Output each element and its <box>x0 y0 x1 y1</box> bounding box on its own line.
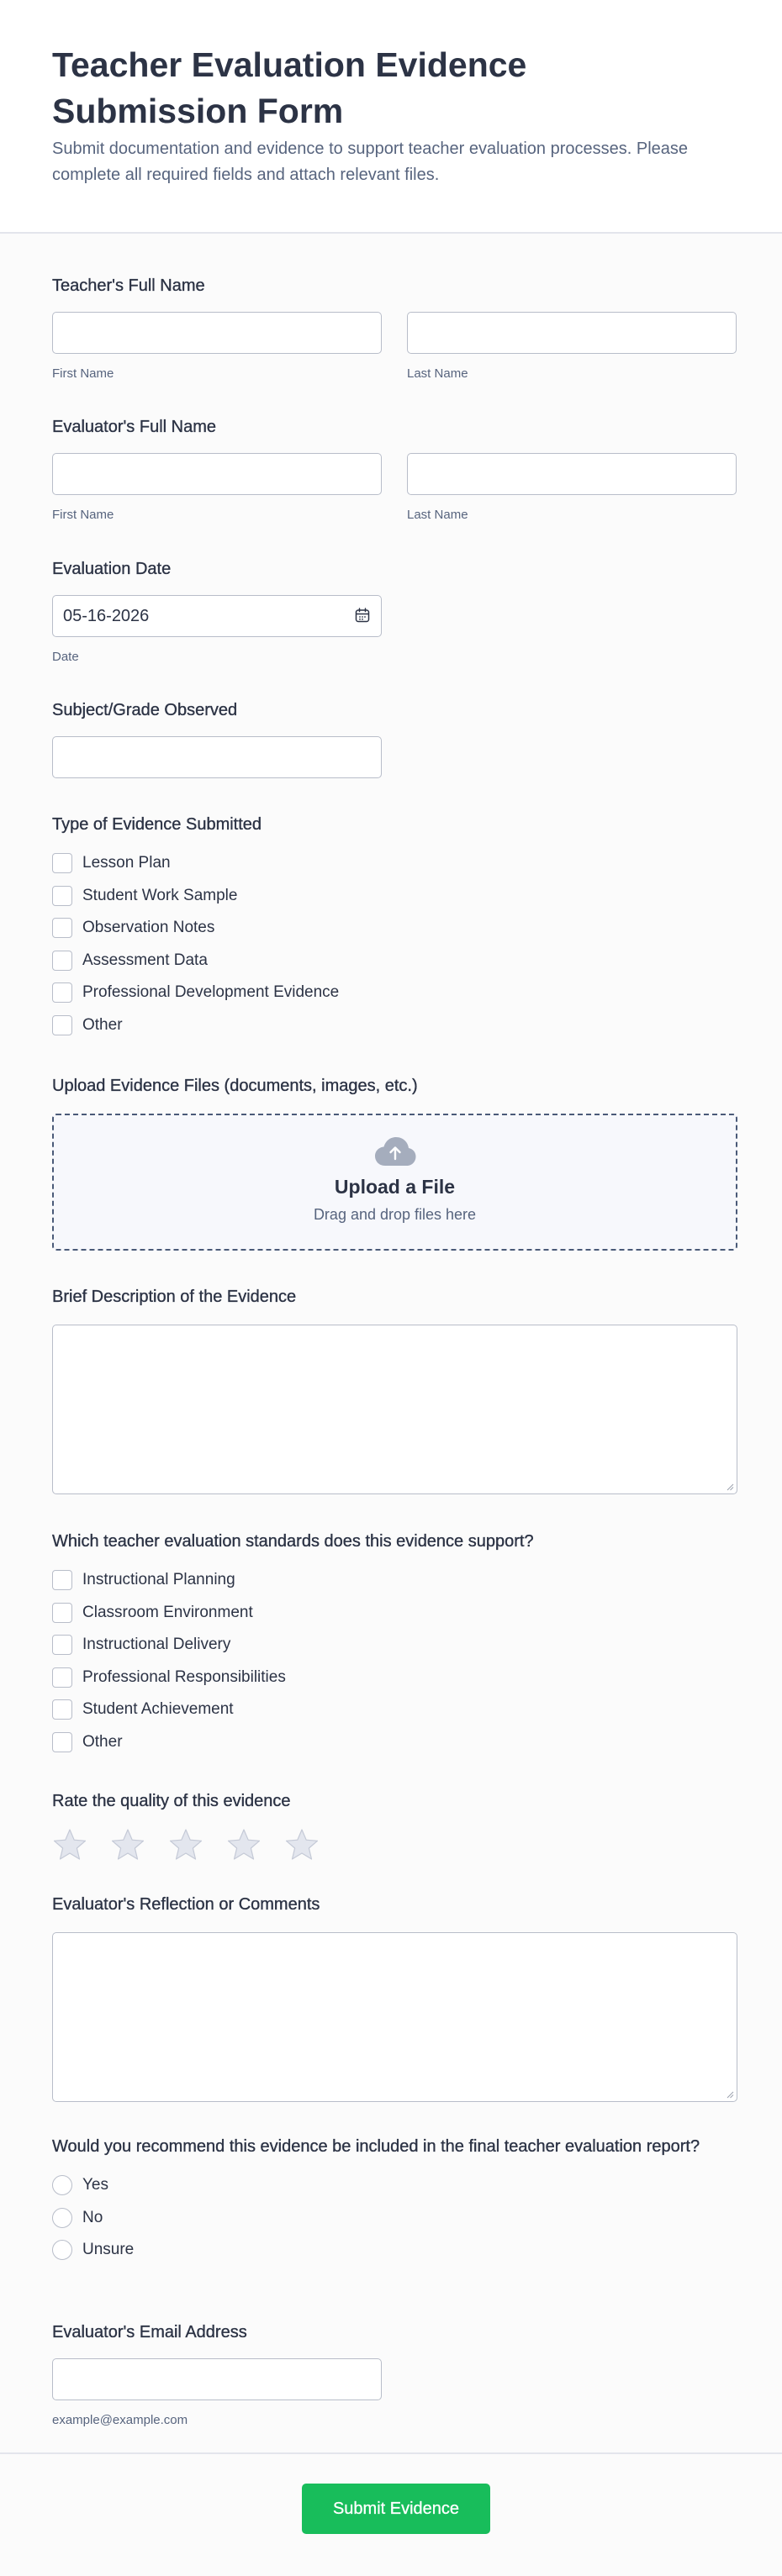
description-field <box>52 1286 737 1494</box>
checkbox[interactable] <box>52 1570 72 1590</box>
recommend-option-unsure[interactable] <box>52 2239 737 2261</box>
option-label: Lesson Plan <box>82 854 171 872</box>
standard-option-classroom-environment[interactable] <box>52 1602 737 1624</box>
option-label: Assessment Data <box>82 951 208 969</box>
evaluator-last-name-input[interactable] <box>407 453 737 495</box>
checkbox[interactable] <box>52 1699 72 1720</box>
evaluation-date-input[interactable]: 05-16-2026 <box>52 595 382 637</box>
evaluation-date-field <box>52 558 737 664</box>
resize-handle-icon[interactable] <box>726 1483 734 1491</box>
cloud-upload-icon <box>373 1135 417 1169</box>
star-icon[interactable] <box>168 1828 203 1862</box>
checkbox[interactable] <box>52 1015 72 1035</box>
standard-option-instructional-planning[interactable] <box>52 1569 737 1591</box>
form-title: Teacher Evaluation Evidence Submission Form <box>52 45 527 130</box>
radio-button[interactable] <box>52 2208 72 2228</box>
checkbox[interactable] <box>52 1635 72 1655</box>
upload-subtitle: Drag and drop files here <box>313 1206 477 1223</box>
recommend-option-yes[interactable] <box>52 2174 737 2196</box>
option-label: Classroom Environment <box>82 1603 253 1621</box>
upload-label: Upload Evidence Files (documents, images, etc.) <box>52 1077 418 1095</box>
evaluator-name-label: Evaluator's Full Name <box>52 418 216 436</box>
checkbox[interactable] <box>52 1603 72 1623</box>
teacher-first-name-sublabel: First Name <box>52 366 114 381</box>
star-icon[interactable] <box>284 1828 320 1862</box>
subject-label: Subject/Grade Observed <box>52 701 238 719</box>
form-header <box>0 0 782 234</box>
evidence-type-options <box>52 852 737 1036</box>
email-label: Evaluator's Email Address <box>52 2323 247 2342</box>
evaluator-name-field <box>52 416 737 522</box>
calendar-icon[interactable] <box>355 608 370 623</box>
subject-field <box>52 699 737 778</box>
star-icon[interactable] <box>52 1828 87 1862</box>
radio-button[interactable] <box>52 2240 72 2260</box>
option-label: No <box>82 2208 103 2226</box>
evaluator-first-name-sublabel: First Name <box>52 508 114 522</box>
checkbox[interactable] <box>52 853 72 873</box>
teacher-last-name-sublabel: Last Name <box>407 366 468 381</box>
date-picker[interactable] <box>52 595 382 637</box>
standard-option-student-achievement[interactable] <box>52 1699 737 1720</box>
teacher-name-field <box>52 275 737 381</box>
description-label: Brief Description of the Evidence <box>52 1288 297 1306</box>
checkbox[interactable] <box>52 1667 72 1688</box>
recommend-options <box>52 2174 737 2261</box>
email-field-group <box>52 2321 737 2427</box>
evaluation-date-sublabel: Date <box>52 650 79 664</box>
submit-button[interactable]: Submit Evidence <box>302 2484 490 2534</box>
teacher-name-label: Teacher's Full Name <box>52 277 205 295</box>
star-shape <box>171 1830 202 1859</box>
evidence-option-student-work[interactable] <box>52 885 737 907</box>
option-label: Unsure <box>82 2241 135 2258</box>
reflection-field <box>52 1894 737 2102</box>
evidence-option-observation-notes[interactable] <box>52 917 737 939</box>
rating-field <box>52 1790 737 1862</box>
recommend-label: Would you recommend this evidence be included in the final teacher evaluation report? <box>52 2137 700 2156</box>
teacher-first-name-input[interactable] <box>52 312 382 354</box>
description-textarea[interactable] <box>52 1325 737 1494</box>
recommend-field <box>52 2136 737 2272</box>
standards-options <box>52 1569 737 1753</box>
email-input[interactable] <box>52 2358 382 2400</box>
upload-field <box>52 1075 737 1251</box>
option-label: Professional Development Evidence <box>82 983 340 1001</box>
resize-handle-icon[interactable] <box>726 2090 734 2099</box>
option-label: Student Work Sample <box>82 886 238 904</box>
star-shape <box>55 1830 86 1859</box>
upload-title: Upload a File <box>334 1176 456 1198</box>
evidence-option-other[interactable] <box>52 1014 737 1036</box>
form-footer <box>0 2452 782 2576</box>
option-label: Yes <box>82 2176 108 2194</box>
option-label: Professional Responsibilities <box>82 1667 286 1686</box>
star-shape <box>287 1830 318 1859</box>
option-label: Instructional Planning <box>82 1571 235 1588</box>
checkbox[interactable] <box>52 886 72 906</box>
evidence-option-lesson-plan[interactable] <box>52 852 737 874</box>
standard-option-instructional-delivery[interactable] <box>52 1634 737 1656</box>
standards-field <box>52 1530 737 1763</box>
subject-input[interactable] <box>52 736 382 778</box>
email-sublabel: example@example.com <box>52 2413 188 2427</box>
checkbox[interactable] <box>52 918 72 938</box>
option-label: Observation Notes <box>82 919 215 936</box>
rating-label: Rate the quality of this evidence <box>52 1792 291 1810</box>
star-icon[interactable] <box>110 1828 145 1862</box>
evaluator-first-name-input[interactable] <box>52 453 382 495</box>
reflection-label: Evaluator's Reflection or Comments <box>52 1895 320 1914</box>
option-label: Other <box>82 1732 123 1751</box>
checkbox[interactable] <box>52 1732 72 1752</box>
standard-option-other[interactable] <box>52 1731 737 1753</box>
evaluator-last-name-sublabel: Last Name <box>407 508 468 522</box>
checkbox[interactable] <box>52 982 72 1003</box>
form-subtitle: Submit documentation and evidence to support teacher evaluation processes. Please complete all required fields and attach relevant files. <box>52 140 689 184</box>
evidence-option-professional-development[interactable] <box>52 982 737 1004</box>
standard-option-professional-responsibilities[interactable] <box>52 1667 737 1688</box>
checkbox[interactable] <box>52 951 72 971</box>
option-label: Student Achievement <box>82 1700 234 1718</box>
teacher-last-name-input[interactable] <box>407 312 737 354</box>
standards-label: Which teacher evaluation standards does this evidence support? <box>52 1532 534 1551</box>
option-label: Instructional Delivery <box>82 1636 231 1653</box>
evidence-option-assessment-data[interactable] <box>52 950 737 972</box>
reflection-textarea[interactable] <box>52 1932 737 2102</box>
evaluation-date-label: Evaluation Date <box>52 560 172 578</box>
radio-button[interactable] <box>52 2175 72 2195</box>
evidence-type-field <box>52 814 737 1046</box>
star-rating <box>52 1828 737 1862</box>
evidence-type-label: Type of Evidence Submitted <box>52 815 262 834</box>
file-dropzone[interactable] <box>52 1114 737 1251</box>
option-label: Other <box>82 1015 123 1034</box>
star-shape <box>113 1830 144 1859</box>
star-icon[interactable] <box>226 1828 262 1862</box>
star-shape <box>229 1830 260 1859</box>
recommend-option-no[interactable] <box>52 2207 737 2229</box>
